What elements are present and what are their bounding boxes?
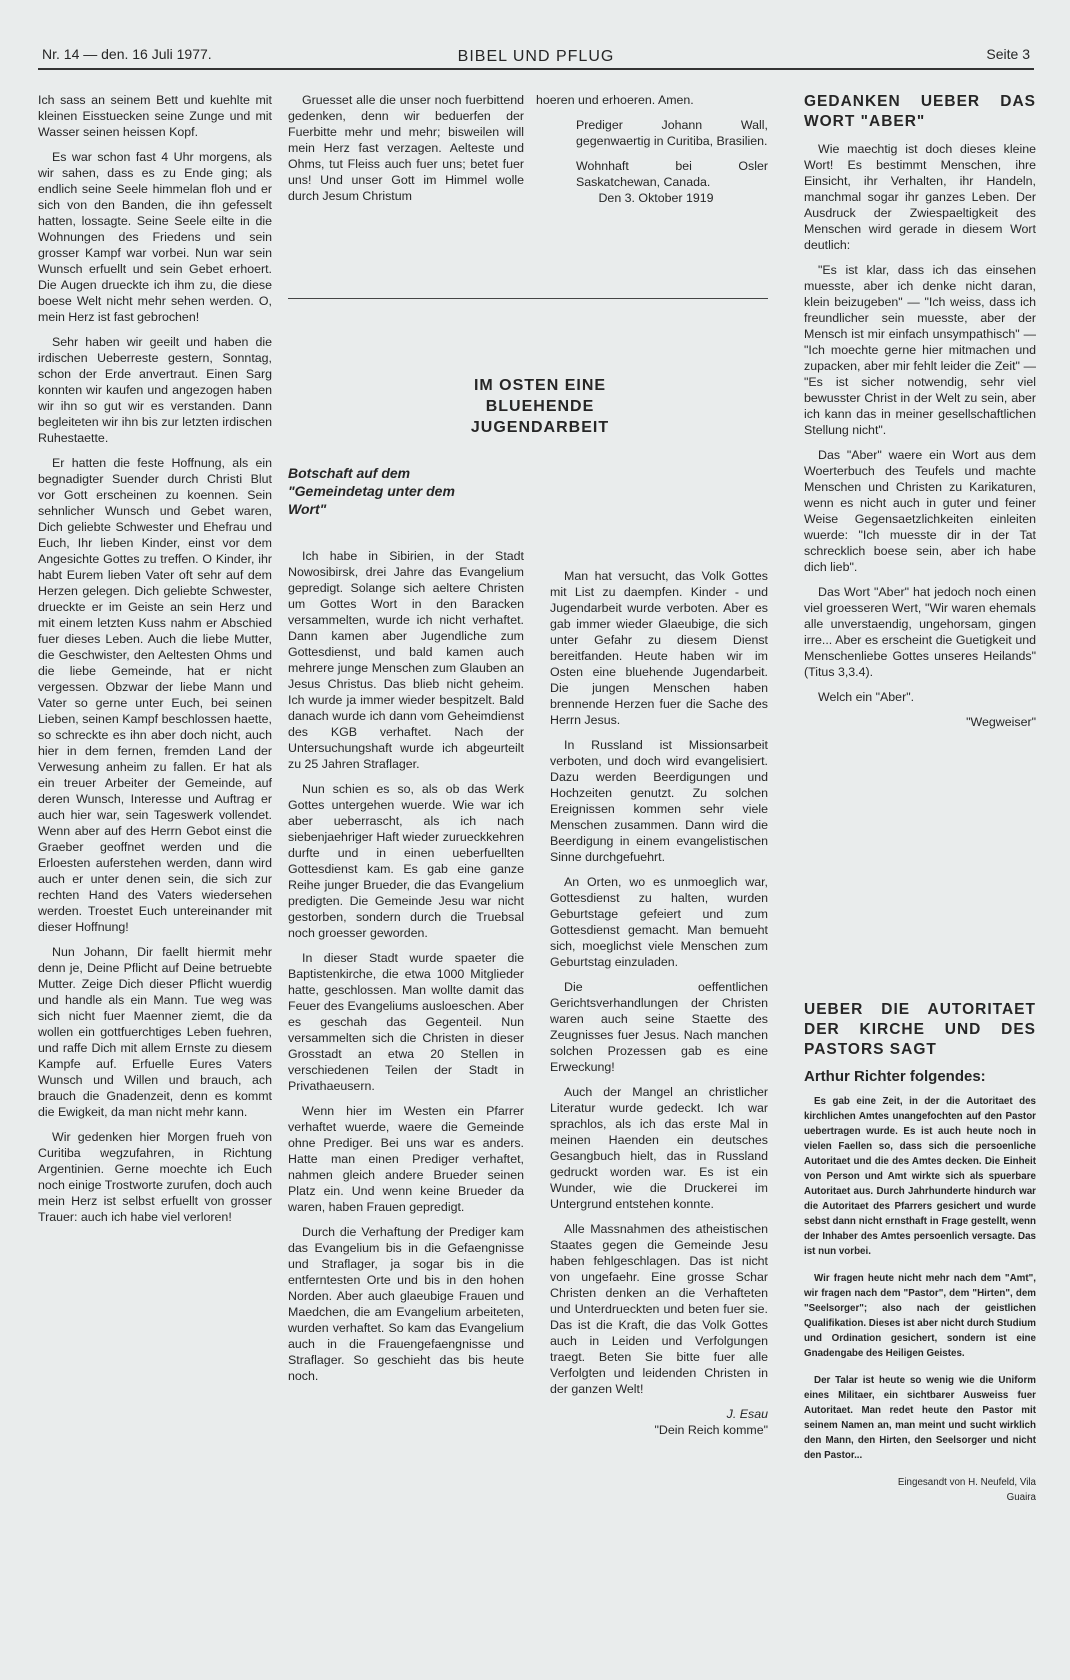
letter-closing: hoeren und erhoeren. Amen.	[536, 93, 694, 107]
letter-address: Wohnhaft bei Osler Saskatchewan, Canada.	[576, 159, 768, 189]
aber-paragraph: Das Wort "Aber" hat jedoch noch einen viel groesseren Wert, "Wir waren ehemals alle unverstaendig, ungehorsam, gingen irre... Aber es erscheint die Guetigkeit und Menschenliebe Gottes unseres Heilands" (Titus 3,3.4).	[804, 585, 1036, 679]
aber-column	[804, 92, 1036, 962]
autoritaet-body	[804, 1094, 1036, 1505]
autoritaet-column	[804, 1000, 1036, 1672]
autoritaet-title: UEBER DIE AUTORITAET DER KIRCHE UND DES PASTORS SAGT	[804, 1001, 1036, 1058]
article-paragraph: In Russland ist Missionsarbeit verboten, und doch wird evangelisiert. Dazu werden Beerdigungen und Hochzeiten genutzt. Zu solchen Ereignissen kommen sehr viele Menschen zusammen. Dann wird die Beerdigung in einem evangelistischen Sinne durchgefuehrt.	[550, 738, 768, 864]
letter-paragraph: Gruesset alle die unser noch fuerbittend gedenken, denn wir beduerfen der Fuerbitte mehr und mehr; bisweilen will mein Herz fast verzagen. Aelteste und Ohms, tut Fleiss auch fuer uns; betet fuer uns! Und unser Gott im Himmel wolle durch Jesum Christum	[288, 93, 524, 203]
letter-date: Den 3. Oktober 1919	[598, 191, 714, 205]
autoritaet-paragraph: Es gab eine Zeit, in der die Autoritaet des kirchlichen Amtes unangefochten auf den Pastor uebertragen wurde. Es ist auch heute noch in vielen Faellen so, dass sich die persoenliche Autoritaet und die des Amtes decken. Die Einheit von Person und Amt wirkte sich als spuerbare Autoritaet aus. Durch Jahrhunderte hindurch war die Autoritaet des Pfarrers gesichert und wurde sebst dann nicht ernsthaft in Frage gestellt, wenn der Inhaber des Amtes persoenlich versagte. Das ist nun vorbei.	[804, 1096, 1036, 1257]
aber-paragraph: Das "Aber" waere ein Wort aus dem Woerterbuch des Teufels und machte Menschen und Christen zu Karikaturen, wenn es nicht auch in guter und feiner Weise Gegensaetzlichkeiten einleiten wuerde: "Ich muesste dir in der Tat schrecklich boese sein, aber ich habe dich lieb".	[804, 448, 1036, 574]
aber-title: GEDANKEN UEBER DAS WORT "ABER"	[804, 93, 1036, 130]
newspaper-title: BIBEL UND PFLUG	[457, 48, 615, 65]
autoritaet-byline: Arthur Richter folgendes:	[804, 1068, 986, 1085]
section-divider	[288, 298, 768, 299]
article-paragraph: Die oeffentlichen Gerichtsverhandlungen der Christen waren auch seine Staette des Zeugnisses fuer Jesus. Nach manchen solchen Prozessen gab es eine Erweckung!	[550, 980, 768, 1074]
aber-paragraph: Wie maechtig ist doch dieses kleine Wort! Es bestimmt Menschen, ihre Einsicht, ihr Verhalten, ihr Handeln, manchmal sogar ihr ganzes Leben. Der Ausdruck der Zwiespaeltigkeit des Menschen wird gerade in diesem Wort deutlich:	[804, 142, 1036, 252]
article-paragraph: Man hat versucht, das Volk Gottes mit List zu daempfen. Kinder - und Jugendarbeit wurde verboten. Aber es gab immer wieder Glaeubige, die sich unter Gefahr zu diesem Dienst bereitfanden. Heute haben wir im Osten eine bluehende Jugendarbeit. Die jungen Menschen haben brennende Herzen fuer die Sache des Herrn Jesus.	[550, 569, 768, 727]
article-subhead: Botschaft auf dem "Gemeindetag unter dem Wort"	[288, 465, 455, 517]
autoritaet-paragraph: Wir fragen heute nicht mehr nach dem "Amt", wir fragen nach dem "Pastor", dem "Hirten", dem "Seelsorger"; also nach der geistlichen Qualifikation. Dieses ist aber nicht durch Studium und Ordination gesichert, sondern ist eine Gnadengabe des Heiligen Geistes.	[804, 1273, 1036, 1359]
article-author: J. Esau	[726, 1407, 768, 1421]
aber-source: "Wegweiser"	[966, 715, 1036, 729]
letter-signature: Prediger Johann Wall, gegenwaertig in Curitiba, Brasilien.	[576, 118, 768, 148]
letter-paragraph: Nun Johann, Dir faellt hiermit mehr denn je, Deine Pflicht auf Deine betruebte Mutter. Zeige Dich dieser Pflicht wuerdig und handle als ein Mann. Tue weg was sich nicht fuer Maenner ziemt, die da wollen ein gottfuerchtiges Leben fuehren, und raffe Dich mit allem Ernste zu diesem Kampfe auf. Erfuelle Eures Vaters Wunsch und Willen und brauch, ach brauch die Gnadenzeit, denn es kommt die Ewigkeit, da man nicht mehr kann.	[38, 945, 272, 1119]
letter-column-3	[536, 92, 768, 292]
letter-paragraph: Ich sass an seinem Bett und kuehlte mit kleinen Eisstuecken seine Zunge und mit Wasser seinen heissen Kopf.	[38, 93, 272, 139]
letter-paragraph: Wir gedenken hier Morgen frueh von Curitiba wegzufahren, in Richtung Argentinien. Gerne moechte ich Euch noch einige Trostworte zurufen, doch auch mein Herz ist selbst erfuellt von grosser Trauer: auch ich habe viel verloren!	[38, 1130, 272, 1224]
aber-paragraph: Welch ein "Aber".	[818, 690, 915, 704]
page-number: Seite 3	[986, 46, 1030, 62]
article-paragraph: Ich habe in Sibirien, in der Stadt Nowosibirsk, drei Jahre das Evangelium gepredigt. Solange sich aeltere Christen um Gottes Wort in den Baracken versammelten, wurde ich nicht verhaftet. Dann kamen aber Jugendliche zum Gottesdienst, und bald kamen auch mehrere junge Menschen zum Glauben an Jesus Christus. Das blieb nicht geheim. Ich wurde ja immer wieder bespitzelt. Bald danach wurde ich dann vom Geheimdienst des KGB verhaftet. Nach der Untersuchungshaft wurde ich abgeurteilt zu 25 Jahren Straflager.	[288, 549, 524, 771]
article-paragraph: Wenn hier im Westen ein Pfarrer verhaftet wuerde, waere die Gemeinde ohne Prediger. Bei uns war es anders. Hatte man einen Prediger verhaftet, nahmen gleich andere Brueder seinen Platz ein. Und wenn keine Brueder da waren, haben Frauen gepredigt.	[288, 1104, 524, 1214]
letter-column-1	[38, 92, 272, 1672]
article-paragraph: In dieser Stadt wurde spaeter die Baptistenkirche, die etwa 1000 Mitglieder hatte, geschlossen. Man wollte damit das Feuer des Evangeliums ausloeschen. Aber es geschah das Gegenteil. Nun versammelten sich die Christen in dieser Grosstadt an etwa 20 Stellen in verschiedenen Teilen der Stadt in Privathaeusern.	[288, 951, 524, 1093]
letter-column-2	[288, 92, 524, 292]
issue-date: Nr. 14 — den. 16 Juli 1977.	[42, 46, 212, 62]
article-paragraph: Durch die Verhaftung der Prediger kam das Evangelium bis in die Gefaengnisse und Straflager, ja sogar bis in die entferntesten Orte und bis in den hohen Norden. Aber auch glaeubige Frauen und Maedchen, die am Evangelium arbeiteten, wurden verhaftet. So kam das Evangelium auch in die Frauengefaengnisse und Straflager. So geschieht das bis heute noch.	[288, 1225, 524, 1383]
letter-paragraph: Es war schon fast 4 Uhr morgens, als wir sahen, dass es zu Ende ging; als endlich seine Seele himmelan floh und er sich von den Banden, die ihn gefesselt hatten, lossagte. Seine Seele eilte in die Wohnungen des Friedens und sein grosser Kampf war vorbei. Nun war sein Wunsch erfuellt und sein Gebet erhoert. Die Augen drueckte ich ihm zu, die diese boese Welt nicht mehr sehen werden. O, mein Herz ist fast gebrochen!	[38, 150, 272, 324]
aber-paragraph: "Es ist klar, dass ich das einsehen muesste, aber ich denke nicht daran, klein beizugeben" — "Ich weiss, dass ich freundlicher sein muesste, aber der Mensch ist mir einfach unsympathisch" — "Ich moechte gerne hier mitmachen und zupacken, aber mir fehlt leider die Zeit" — "Es ist sicher notwendig, sehr viel bewusster Christ in der Welt zu sein, aber ich kann das in meiner gesellschaftlichen Stellung nicht".	[804, 263, 1036, 437]
article-paragraph: An Orten, wo es unmoeglich war, Gottesdienst zu halten, wurden Geburtstage gefeiert und zum Gottesdienst gemacht. Man bemueht sich, moeglichst viele Menschen zum Geburtstag einzuladen.	[550, 875, 768, 969]
article-headline: IM OSTEN EINE BLUEHENDE JUGENDARBEIT	[470, 377, 610, 436]
autoritaet-source: Eingesandt von H. Neufeld, Vila Guaira	[897, 1477, 1036, 1503]
article-source: "Dein Reich komme"	[654, 1423, 768, 1437]
article-paragraph: Alle Massnahmen des atheistischen Staates gegen die Gemeinde Jesu haben fehlgeschlagen. Das ist nicht von ungefaehr. Eine grosse Schar Christen denken an die Verhafteten und Unterdrueckten und beten fuer sie. Das ist die Kraft, die das Volk Gottes auch in Leiden und Verfolgungen traegt. Beten Sie bitte fuer alle Verfolgten und leidenden Christen in der ganzen Welt!	[550, 1222, 768, 1396]
letter-paragraph: Sehr haben wir geeilt und haben die irdischen Ueberreste gestern, Sonntag, schon der Erde anvertraut. Einen Sarg konnten wir kaufen und angezogen haben wir ihn so gut wir es verstanden. Dann begleiteten wir ihn bis zur letzten irdischen Ruhestaette.	[38, 335, 272, 445]
article-column-2	[288, 548, 524, 1672]
page-header	[38, 38, 1034, 70]
autoritaet-paragraph: Der Talar ist heute so wenig wie die Uniform eines Militaer, ein sichtbarer Ausweiss fuer Autoritaet. Man redet heute den Pastor mit seinem Namen an, man meint und sucht wirklich den Mann, den Hirten, den Seelsorger und nicht den Pastor...	[804, 1375, 1036, 1461]
article-column-3	[550, 568, 768, 1672]
letter-paragraph: Er hatten die feste Hoffnung, als ein begnadigter Suender durch Christi Blut vor Gott erscheinen zu koennen. Sein sehnlicher Wunsch und Gebet waren, Dich geliebte Schwester und Ehefrau und Euch, Ihr lieben Kinder, einst vor dem Angesichte Gottes zu treffen. O Kinder, ihr habt Eurem lieben Vater oft sehr auf dem Herzen gelegen. Dich geliebte Schwester, drueckte er im Geiste an sein Herz und mit einem letzten Kuss nahm er Abschied fuer dieses Leben. Auch die liebe Mutter, die Geschwister, den Aeltesten Ohms und die liebe Gemeinde, hat er nicht vergessen. Obzwar der liebe Mann und Vater so gerne unter Euch, bei seinen Lieben, seinen Kampf beschlossen haette, so schreckte es ihn aber doch nicht, auch hier in dem fernen, fremden Land der Verwesung anheim zu fallen. Er hat als ein treuer Arbeiter der Gemeinde, auf deren Wunsch, Interesse und Auftrag er auch hier war, sein Tageswerk vollendet. Wenn aber auf des Herrn Gebot einst die Graeber geoffnet werden und die Erloesten auferstehen werden, dann wird auch er unter denen sein, die sich zur rechten Hand des Vaters wiedersehen werden. Troestet Euch untereinander mit dieser Hoffnung!	[38, 456, 272, 934]
article-paragraph: Nun schien es so, als ob das Werk Gottes untergehen wuerde. Wie war ich aber ueberrascht, als ich nach siebenjaehriger Haft wieder zurueckkehren durfte und in einen ueberfuellten Gottesdienst kam. Es gab eine ganze Reihe junger Brueder, die das Evangelium predigten. Die Gemeinde Jesu war nicht gestorben, sondern durch die Truebsal noch groesser geworden.	[288, 782, 524, 940]
article-paragraph: Auch der Mangel an christlicher Literatur wurde gedeckt. Ich war sprachlos, als ich das erste Mal in meinen Haenden ein deutsches Gesangbuch hielt, das in Russland gedruckt worden war. Es ist ein Wunder, wie die Druckerei im Untergrund entstehen konnte.	[550, 1085, 768, 1211]
